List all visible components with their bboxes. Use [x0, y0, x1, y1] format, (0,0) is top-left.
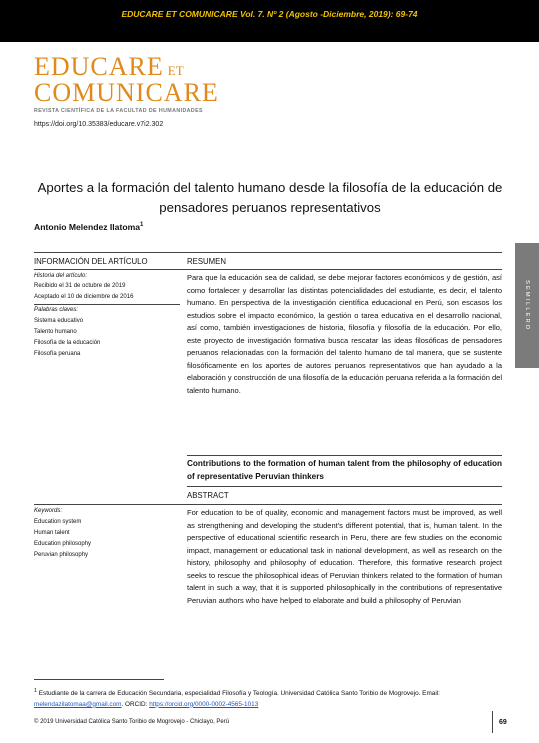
section-side-tab-label: SEMILLERO: [524, 279, 530, 332]
en-title-bottom-rule: [187, 486, 502, 487]
journal-citation: EDUCARE ET COMUNICARE Vol. 7. Nº 2 (Agosto -Diciembre, 2019): 69-74: [121, 9, 418, 19]
doi-link[interactable]: https://doi.org/10.35383/educare.v7i2.302: [34, 121, 164, 128]
history-rule: [34, 304, 180, 305]
resumen-text: Para que la educación sea de calidad, se debe mejorar factores económicos y de gestión, así como fortalecer y desarrollar las distintas potencialidades del estudiante, es decir, el talento humano. En perspectiva de la investigación científica educacional en Perú, son escasos los estudios sobre el impacto económico, la gestión o tarea educativa en el desarrollo nacional, así como, también investigaciones de historia, filosofía y filosofía de la educación. Por ello, este proyecto de investigación formativa busca rescatar las ideas filosóficas de pensadores peruanos relacionadas con la formación del talento humano de tal manera, que se sustente filosóficamente en los aportes de autores peruanos representativos que han ayudado a la elaboración y construcción de una filosofía de la educación peruana referida a la formación del talento humano.: [187, 273, 502, 395]
orcid-link[interactable]: https://orcid.org/0000-0002-4565-1013: [149, 700, 259, 708]
footnote: [34, 686, 504, 710]
author-footnote-mark: 1: [140, 222, 144, 229]
page-number: 69: [499, 719, 507, 726]
article-author: Antonio Melendez Ilatoma$^1$: [34, 222, 144, 232]
history-label: Historia del artículo:: [34, 273, 88, 279]
author-email-link[interactable]: melendazilatomaa@gmail.com: [34, 700, 122, 708]
abstract-text: For education to be of quality, economic and management factors must be improved, as well as strengthening and developing the student's different potential, that is, human talent. In the perspective of educational scientific research in Peru, there are few studies on the economic impact, management or educational task in national development, as well as research on the history, philosophy and philosophy of education. Therefore, this formative research project seeks to rescue the philosophical ideas of Peruvian thinkers related to the formation of human talent in such a way, that it is supported philosophically in the contributions of representative Peruvian authors who have helped to elaborate and build a philosophy of Peruvian: [187, 508, 502, 605]
keyword-es-item: Filosofía peruana: [34, 351, 81, 357]
copyright: © 2019 Universidad Católica Santo Toribio de Mogrovejo - Chiclayo, Perú: [34, 719, 230, 725]
top-rule: [34, 252, 502, 253]
logo-line-1: EDUCARE ET: [34, 52, 184, 81]
keywords-es-label: Palabras claves:: [34, 307, 79, 313]
section-side-tab: [515, 243, 539, 368]
footer-divider: [492, 711, 493, 733]
footnote-rule: [34, 679, 164, 680]
logo-tagline: REVISTA CIENTÍFICA DE LA FACULTAD DE HUMANIDADES: [34, 108, 203, 114]
keyword-es-item: Sistema educativo: [34, 318, 84, 324]
abstract-rule: [34, 504, 502, 505]
received-date: Recibido el 31 de octubre de 2019: [34, 283, 126, 289]
info-heading: INFORMACIÓN DEL ARTÍCULO: [34, 257, 148, 266]
orcid-label: . ORCID:: [121, 700, 150, 708]
logo-line-2: COMUNICARE: [34, 78, 219, 107]
keyword-en-item: Human talent: [34, 530, 70, 536]
keyword-es-item: Filosofía de la educación: [34, 340, 101, 346]
abstract-heading: ABSTRACT: [187, 491, 229, 500]
keywords-en-label: Keywords:: [34, 508, 63, 514]
keyword-es-item: Talento humano: [34, 329, 77, 335]
header-rule: [34, 269, 502, 270]
english-title: Contributions to the formation of human talent from the philosophy of education of representative Peruvian thinkers: [187, 459, 502, 481]
keyword-en-item: Peruvian philosophy: [34, 552, 89, 558]
resumen-heading: RESUMEN: [187, 257, 226, 266]
logo-et: ET: [167, 63, 184, 78]
footnote-mark: 1: [34, 688, 37, 694]
journal-header-bar: [0, 0, 539, 42]
footnote-text: Estudiante de la carrera de Educación Secundaria, especialidad Filosofía y Teología. Universidad Católica Santo Toribio de Mogrovejo. Email:: [38, 690, 440, 698]
en-title-top-rule: [187, 455, 502, 456]
keyword-en-item: Education system: [34, 519, 82, 525]
keyword-en-item: Education philosophy: [34, 541, 92, 547]
accepted-date: Aceptado el 10 de diciembre de 2016: [34, 294, 134, 300]
journal-logo: [34, 52, 294, 122]
article-title: Aportes a la formación del talento humano desde la filosofía de la educación de pensadores peruanos representativos: [37, 180, 503, 215]
